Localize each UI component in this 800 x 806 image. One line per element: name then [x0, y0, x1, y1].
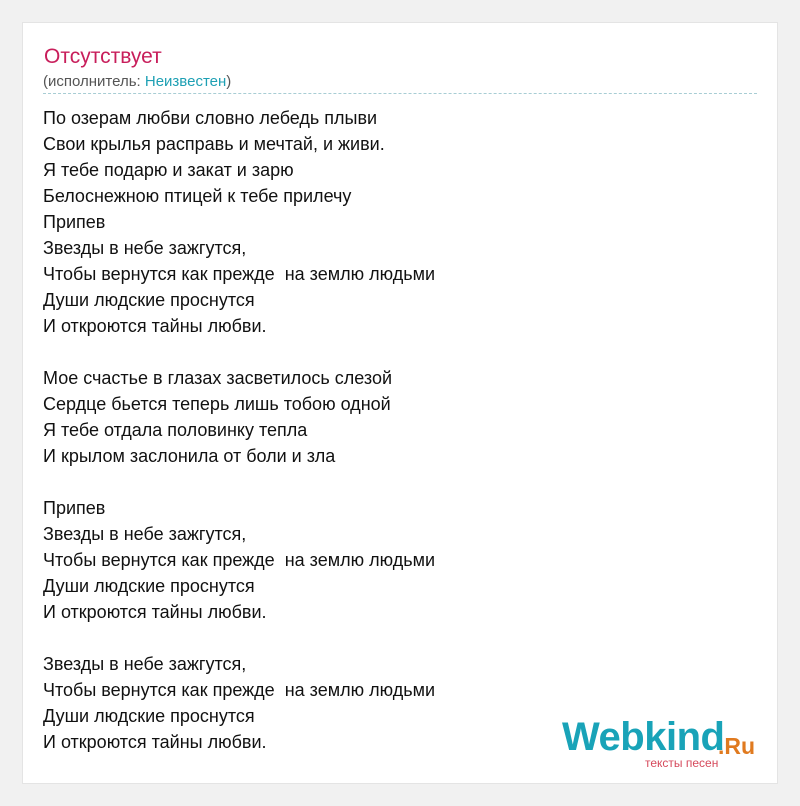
lyric-line: И откроются тайны любви. — [43, 732, 267, 752]
lyric-line: Сердце бьется теперь лишь тобою одной — [43, 394, 391, 414]
lyric-line: Припев — [43, 212, 106, 232]
lyric-line: Души людские проснутся — [43, 290, 255, 310]
lyric-blank-line — [43, 469, 743, 495]
lyric-line: И откроются тайны любви. — [43, 316, 267, 336]
lyric-line: Звезды в небе зажгутся, — [43, 524, 247, 544]
lyric-line: Души людские проснутся — [43, 576, 255, 596]
lyric-line: По озерам любви словно лебедь плыви — [43, 108, 378, 128]
lyric-line: Мое счастье в глазах засветилось слезой — [43, 368, 393, 388]
lyrics-card — [22, 22, 778, 784]
header-divider — [43, 93, 757, 94]
lyric-line: И крылом заслонила от боли и зла — [43, 446, 336, 466]
logo-brand: Webkind — [562, 715, 725, 759]
logo-tagline: тексты песен — [645, 756, 719, 770]
lyric-line: Чтобы вернутся как прежде на землю людьми — [43, 550, 436, 570]
lyric-line: Припев — [43, 498, 106, 518]
lyric-line: Души людские проснутся — [43, 706, 255, 726]
lyric-line: Свои крылья расправь и мечтай, и живи. — [43, 134, 385, 154]
artist-suffix: ) — [226, 73, 232, 90]
lyric-line: Чтобы вернутся как прежде на землю людьми — [43, 680, 436, 700]
artist-prefix: (исполнитель: — [43, 73, 145, 90]
lyric-line: Звезды в небе зажгутся, — [43, 238, 247, 258]
lyric-blank-line — [43, 339, 743, 365]
song-title: Отсутствует — [44, 45, 162, 68]
webkind-logo — [562, 715, 762, 770]
artist-line — [43, 72, 231, 92]
artist-link[interactable]: Неизвестен — [144, 73, 227, 90]
lyric-line: Звезды в небе зажгутся, — [43, 654, 247, 674]
lyric-blank-line — [43, 625, 743, 651]
lyric-line: Белоснежною птицей к тебе прилечу — [43, 186, 352, 206]
lyric-line: Я тебе подарю и закат и зарю — [43, 160, 294, 180]
lyrics-text — [43, 105, 743, 755]
lyric-line: Чтобы вернутся как прежде на землю людьми — [43, 264, 436, 284]
lyric-line: И откроются тайны любви. — [43, 602, 267, 622]
lyric-line: Я тебе отдала половинку тепла — [43, 420, 308, 440]
logo-suffix: .Ru — [718, 733, 756, 759]
